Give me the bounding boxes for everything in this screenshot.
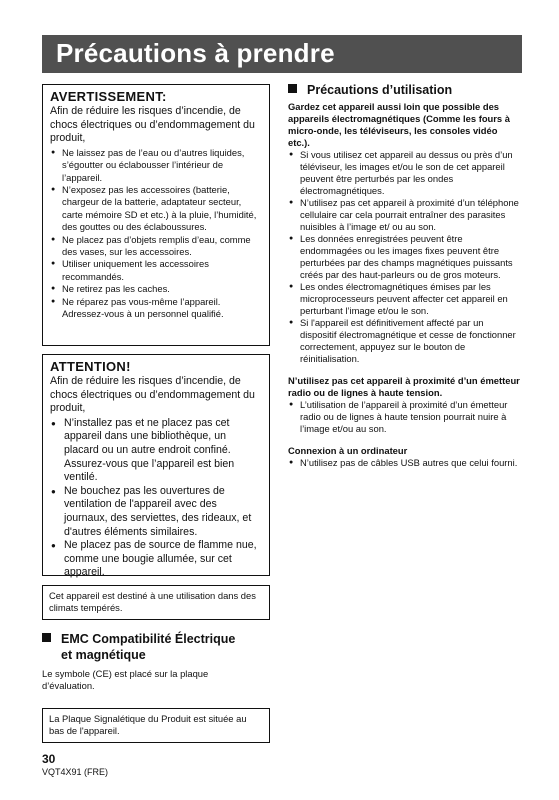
attention-list	[50, 417, 262, 580]
list-item: ● Ne réparez pas vous-même l’appareil. Adressez-vous à un personnel qualifié.	[50, 296, 262, 321]
warning-intro: Afin de réduire les risques d’incendie, de chocs électriques ou d’endommagement du produit,	[50, 105, 255, 145]
list-item: ● Ne laissez pas de l’eau ou d’autres liquides, s’égoutter ou éclabousser l’intérieur de l’appareil.	[50, 147, 262, 184]
emc-title-line1: EMC Compatibilité Électrique	[61, 632, 236, 646]
page-title-bar	[42, 35, 522, 73]
climate-note: Cet appareil est destiné à une utilisation dans des climats tempérés.	[49, 590, 256, 613]
radio-subheading: N’utilisez pas cet appareil à proximité d’un émetteur radio ou de lignes à haute tension.	[288, 375, 520, 398]
list-item: ● Ne placez pas d’objets remplis d’eau, comme des vases, sur les accessoires.	[50, 234, 262, 259]
product-code: VQT4X91 (FRE)	[42, 767, 109, 777]
list-item: ● L’utilisation de l’appareil à proximité d’un émetteur radio ou de lignes à haute tension pourrait nuire à l’image et/ou au son.	[288, 399, 520, 435]
plate-note-box	[42, 708, 270, 743]
usage-heading	[288, 83, 452, 97]
list-item: ● Ne bouchez pas les ouvertures de ventilation de l'appareil avec des journaux, des serviettes, des rideaux, et d'autres éléments similaires.	[50, 485, 262, 539]
plate-note: La Plaque Signalétique du Produit est située au bas de l'appareil.	[49, 713, 247, 736]
emc-text: Le symbole (CE) est placé sur la plaque d’évaluation.	[42, 668, 209, 691]
square-bullet-icon	[42, 633, 51, 642]
attention-intro: Afin de réduire les risques d’incendie, de chocs électriques ou d’endommagement du produit,	[50, 375, 255, 415]
warning-title: AVERTISSEMENT:	[50, 89, 167, 104]
square-bullet-icon	[288, 84, 297, 93]
attention-box	[42, 354, 270, 579]
list-item: ● Ne retirez pas les caches.	[50, 283, 262, 295]
computer-subheading: Connexion à un ordinateur	[288, 445, 408, 456]
usage-list	[288, 149, 520, 365]
computer-list	[288, 457, 520, 469]
list-item: ● Les données enregistrées peuvent être endommagées ou les images fixes peuvent être perturbées par des champs magnétiques puissants créés par des haut-parleurs ou de gros moteurs.	[288, 233, 520, 281]
warning-list	[50, 147, 262, 321]
climate-note-box	[42, 585, 270, 620]
attention-title: ATTENTION!	[50, 359, 131, 374]
list-item: ● N’utilisez pas de câbles USB autres que celui fourni.	[288, 457, 520, 469]
page-title: Précautions à prendre	[56, 38, 335, 68]
warning-box	[42, 84, 270, 346]
emc-heading	[42, 631, 272, 663]
page-number: 30	[42, 752, 56, 766]
list-item: ● Les ondes électromagnétiques émises par les microprocesseurs peuvent affecter cet appareil en perturbant l’image et/ou le son.	[288, 281, 520, 317]
list-item: ● Ne placez pas de source de flamme nue, comme une bougie allumée, sur cet appareil.	[50, 539, 262, 580]
radio-list	[288, 399, 520, 435]
list-item: ● Si vous utilisez cet appareil au dessus ou près d’un téléviseur, les images et/ou le son de cet appareil peuvent être perturbés par les ondes électromagnétiques.	[288, 149, 520, 197]
list-item: ● Utiliser uniquement les accessoires recommandés.	[50, 258, 262, 283]
usage-title: Précautions d’utilisation	[307, 83, 453, 97]
list-item: ● N’exposez pas les accessoires (batterie, chargeur de la batterie, adaptateur secteur, carte mémoire SD et etc.) à la pluie, l’humidité, des gouttes ou des éclaboussures.	[50, 184, 262, 234]
list-item: ● N’utilisez pas cet appareil à proximité d’un téléphone cellulaire car cela pourrait entraîner des parasites nuisibles à l’image et/ ou au son.	[288, 197, 520, 233]
emc-title-line2: et magnétique	[61, 648, 146, 662]
usage-column	[288, 101, 520, 469]
usage-intro: Gardez cet appareil aussi loin que possible des appareils électromagnétiques (Comme les fours à micro-onde, les téléviseurs, les consoles vidéo etc.).	[288, 101, 510, 148]
list-item: ● Si l'appareil est définitivement affecté par un dispositif électromagnétique et cesse de fonctionner correctement, appuyez sur le bouton de réinitialisation.	[288, 317, 520, 365]
list-item: ● N’installez pas et ne placez pas cet appareil dans une bibliothèque, un placard ou un autre endroit confiné. Assurez-vous que l’appareil est bien ventilé.	[50, 417, 262, 485]
